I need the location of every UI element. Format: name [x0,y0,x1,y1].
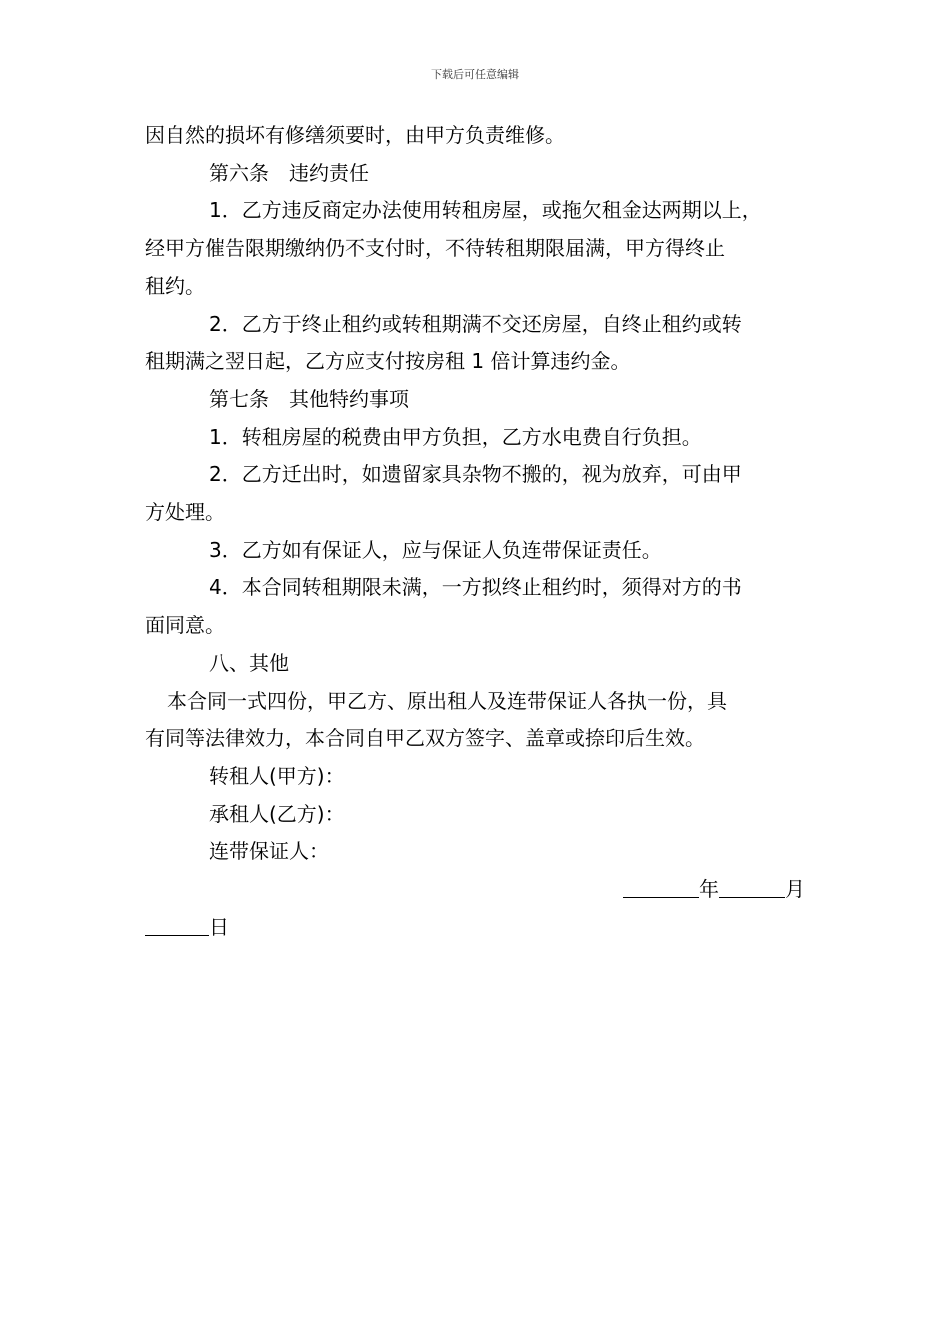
paragraph-line: 本合同一式四份，甲乙方、原出租人及连带保证人各执一份，具 [167,688,727,713]
paragraph-line: 方处理。 [145,500,225,525]
date-line [145,871,810,909]
date-month-label: 月 [785,877,805,902]
paragraph-line: 1．转租房屋的税费由甲方负担，乙方水电费自行负担。 [209,424,702,449]
paragraph-line: 租期满之翌日起，乙方应支付按房租 1 倍计算违约金。 [145,349,631,374]
paragraph-line: 4．本合同转租期限未满，一方拟终止租约时，须得对方的书 [209,575,742,600]
paragraph-line: 面同意。 [145,613,225,638]
date-month-blank [719,871,785,898]
section-heading-article-7: 第七条 其他特约事项 [209,386,409,411]
paragraph-line: 3．乙方如有保证人，应与保证人负连带保证责任。 [209,537,662,562]
page-header-note: 下载后可任意编辑 [431,68,519,81]
paragraph-line: 租约。 [145,273,205,298]
signature-lessee-label: 承租人(乙方)： [209,801,345,826]
date-day-blank [145,909,209,936]
section-heading-other: 八、其他 [209,650,289,675]
date-day-label: 日 [209,914,229,939]
signature-guarantor-label: 连带保证人： [209,839,329,864]
section-heading-article-6: 第六条 违约责任 [209,160,369,185]
paragraph-line: 因自然的损坏有修缮须要时，由甲方负责维修。 [145,123,565,147]
paragraph-line: 1．乙方违反商定办法使用转租房屋，或拖欠租金达两期以上， [209,198,762,223]
paragraph-line: 经甲方催告限期缴纳仍不支付时，不待转租期限届满，甲方得终止 [145,236,725,261]
paragraph-line: 有同等法律效力，本合同自甲乙双方签字、盖章或捺印后生效。 [145,726,705,751]
paragraph-line: 2．乙方迁出时，如遗留家具杂物不搬的，视为放弃，可由甲 [209,462,742,487]
date-year-label: 年 [699,877,719,902]
signature-sublessor-label: 转租人(甲方)： [209,763,345,788]
date-year-blank [623,871,699,898]
paragraph-line: 2．乙方于终止租约或转租期满不交还房屋，自终止租约或转 [209,311,742,336]
document-body [145,117,810,946]
date-day-line [145,909,810,947]
